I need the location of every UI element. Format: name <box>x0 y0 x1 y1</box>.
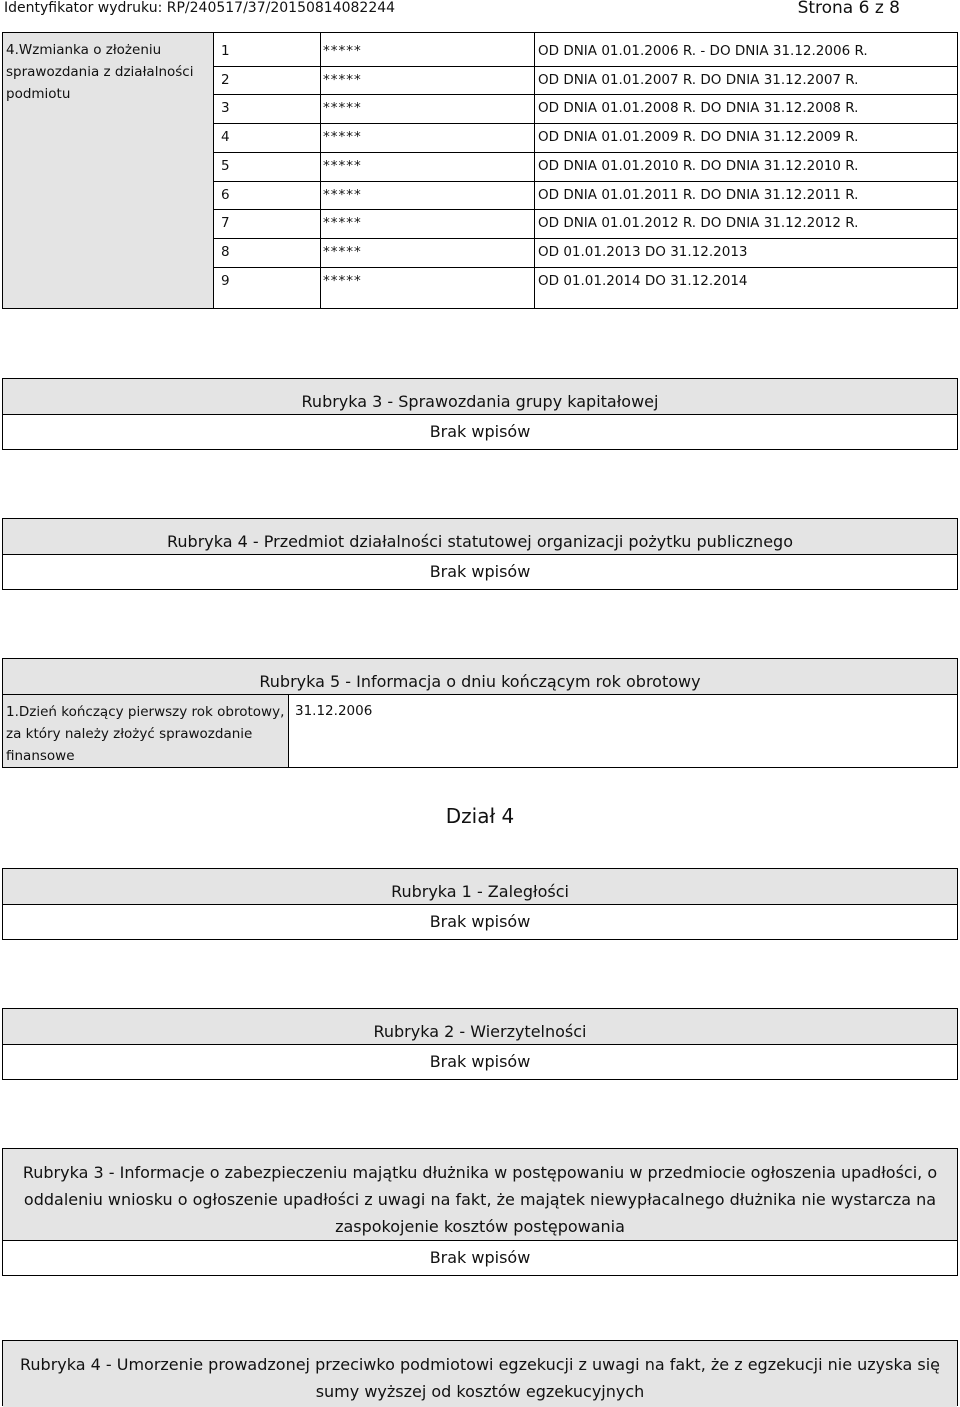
column-divider <box>534 33 535 308</box>
row-masked-value: ***** <box>323 43 362 59</box>
row-period: OD DNIA 01.01.2006 R. - DO DNIA 31.12.2006 R. <box>538 43 868 59</box>
row-period: OD DNIA 01.01.2011 R. DO DNIA 31.12.2011 R. <box>538 186 859 203</box>
page-number: Strona 6 z 8 <box>797 0 900 18</box>
row-number: 5 <box>221 157 230 174</box>
rubryka-4-section <box>2 518 958 590</box>
d4-rubryka-2-section <box>2 1008 958 1080</box>
row-masked-value: ***** <box>323 243 362 260</box>
d4-rubryka-3-body: Brak wpisów <box>429 1248 531 1267</box>
table-row <box>215 37 957 65</box>
section-title: Dział 4 <box>445 804 515 828</box>
row-period: OD 01.01.2014 DO 31.12.2014 <box>538 272 748 289</box>
d4-rubryka-1-body: Brak wpisów <box>429 912 531 931</box>
row-number: 9 <box>221 272 230 289</box>
row-masked-value: ***** <box>323 71 362 88</box>
row-period: OD DNIA 01.01.2008 R. DO DNIA 31.12.2008 R. <box>538 100 859 117</box>
column-divider <box>320 33 321 308</box>
table-row <box>215 238 957 266</box>
rubryka-5-title: Rubryka 5 - Informacja o dniu kończącym rok obrotowy <box>3 659 957 695</box>
row-number: 8 <box>221 243 230 260</box>
row-number: 1 <box>221 43 230 59</box>
row-number: 6 <box>221 186 230 203</box>
row-masked-value: ***** <box>323 186 362 203</box>
row-period: OD DNIA 01.01.2010 R. DO DNIA 31.12.2010 R. <box>538 157 859 174</box>
row-number: 3 <box>221 100 230 117</box>
row-number: 7 <box>221 215 230 232</box>
table-row <box>215 123 957 151</box>
rubryka-4-body: Brak wpisów <box>429 562 531 581</box>
rubryka-5-section <box>2 658 958 768</box>
table-row <box>215 181 957 209</box>
d4-rubryka-4-title: Rubryka 4 - Umorzenie prowadzonej przeciwko podmiotowi egzekucji z uwagi na fakt, że z egzekucji nie uzyska się sumy wyższej od kosztów egzekucyjnych <box>3 1341 957 1407</box>
row-masked-value: ***** <box>323 215 362 232</box>
row-period: OD DNIA 01.01.2012 R. DO DNIA 31.12.2012 R. <box>538 215 859 232</box>
row-period: OD 01.01.2013 DO 31.12.2013 <box>538 243 748 260</box>
row-number: 2 <box>221 71 230 88</box>
row-period: OD DNIA 01.01.2009 R. DO DNIA 31.12.2009 R. <box>538 129 859 146</box>
rubryka-3-body: Brak wpisów <box>429 422 531 441</box>
print-identifier: Identyfikator wydruku: RP/240517/37/20150814082244 <box>4 0 396 16</box>
rubryka-5-label: 1.Dzień kończący pierwszy rok obrotowy, za który należy złożyć sprawozdanie finansowe <box>3 695 289 767</box>
rubryka-3-title: Rubryka 3 - Sprawozdania grupy kapitałowej <box>3 379 957 415</box>
row-masked-value: ***** <box>323 100 362 117</box>
d4-rubryka-3-title: Rubryka 3 - Informacje o zabezpieczeniu majątku dłużnika w postępowaniu w przedmiocie ogłoszenia upadłości, o oddaleniu wniosku o ogłoszenie upadłości z uwagi na fakt, że majątek niewypłacalnego dłużnika nie wystarcza na zaspokojenie kosztów postępowania <box>3 1149 957 1241</box>
rubryka-5-value: 31.12.2006 <box>295 703 373 719</box>
table-row <box>215 152 957 180</box>
row-number: 4 <box>221 129 230 146</box>
table-row <box>215 267 957 295</box>
d4-rubryka-2-body: Brak wpisów <box>429 1052 531 1071</box>
row-period: OD DNIA 01.01.2007 R. DO DNIA 31.12.2007 R. <box>538 71 859 88</box>
d4-rubryka-1-title: Rubryka 1 - Zaległości <box>3 869 957 905</box>
table-row <box>215 94 957 122</box>
d4-rubryka-1-section <box>2 868 958 940</box>
table-row <box>215 209 957 237</box>
rubryka-4-title: Rubryka 4 - Przedmiot działalności statutowej organizacji pożytku publicznego <box>3 519 957 555</box>
row-masked-value: ***** <box>323 272 362 289</box>
row-masked-value: ***** <box>323 129 362 146</box>
table-row <box>215 66 957 94</box>
rubryka-3-section <box>2 378 958 450</box>
reports-label: 4.Wzmianka o złożeniu sprawozdania z działalności podmiotu <box>3 33 214 308</box>
d4-rubryka-2-title: Rubryka 2 - Wierzytelności <box>3 1009 957 1045</box>
d4-rubryka-4-section <box>2 1340 958 1406</box>
reports-table <box>2 32 958 309</box>
d4-rubryka-3-section <box>2 1148 958 1276</box>
row-masked-value: ***** <box>323 157 362 174</box>
